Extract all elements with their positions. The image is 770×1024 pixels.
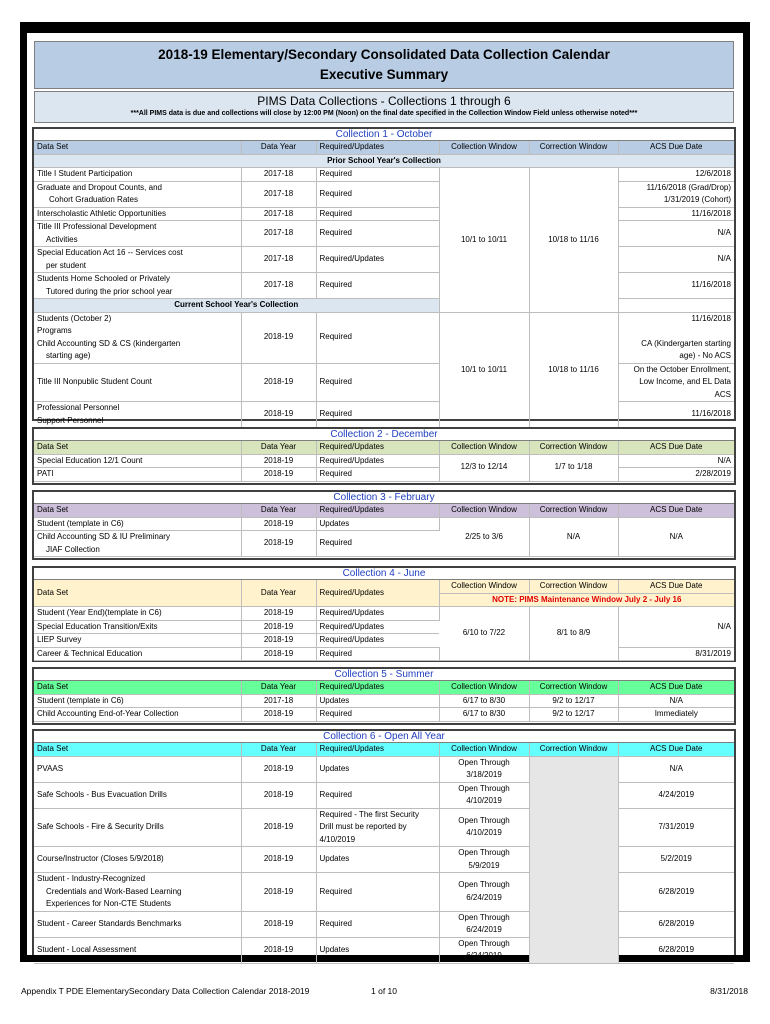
- table-header-row: Data Set Data Year Required/Updates Collection Window Correction Window ACS Due Date: [34, 743, 734, 756]
- table-header-row: Data Set Data Year Required/Updates Collection Window Correction Window ACS Due Date: [34, 681, 734, 694]
- collection-window: 6/10 to 7/22: [439, 607, 529, 661]
- header-data-year: Data Year: [241, 141, 316, 154]
- correction-window-shaded: [529, 756, 618, 963]
- pims-banner: [34, 91, 734, 123]
- table-header-row: [34, 141, 734, 154]
- table-row: Professional Personnel Support Personnel 2018-19 Required 11/16/2018: [34, 402, 734, 428]
- header-required: Required/Updates: [316, 141, 439, 154]
- header-correction-window: Correction Window: [529, 141, 618, 154]
- table-row: Interscholastic Athletic Opportunities 2017-18 Required 11/16/2018: [34, 207, 734, 221]
- collection-4-title: Collection 4 - June: [34, 568, 734, 580]
- table-row: Course/Instructor (Closes 5/9/2018) 2018-19 Updates Open Through 5/9/2019 5/2/2019: [34, 847, 734, 873]
- collection-3-title: Collection 3 - February: [34, 492, 734, 504]
- collection-1-table: [34, 141, 734, 428]
- header-data-set: Data Set: [34, 141, 241, 154]
- correction-window: 10/18 to 11/16: [529, 312, 618, 428]
- pims-heading: PIMS Data Collections - Collections 1 through 6: [257, 94, 511, 108]
- collection-6-title: Collection 6 - Open All Year: [34, 731, 734, 743]
- table-row: Safe Schools - Fire & Security Drills 2018-19 Required - The first Security Drill must be reported by 4/10/2019 Open Through 4/10/2019 7/31/2019: [34, 808, 734, 847]
- collection-window: 2/25 to 3/6: [439, 517, 529, 557]
- collection-2-table: [34, 441, 734, 482]
- document-title: [34, 41, 734, 89]
- table-row: Career & Technical Education 2018-19 Required 8/31/2019: [34, 647, 734, 661]
- table-header-row: Data Set Data Year Required/Updates Collection Window Correction Window ACS Due Date: [34, 441, 734, 454]
- table-row: PATI 2018-19 Required 2/28/2019: [34, 468, 734, 482]
- table-row: Student - Local Assessment 2018-19 Updates Open Through 6/24/2019 6/28/2019: [34, 937, 734, 963]
- collection-1-title: Collection 1 - October: [34, 129, 734, 141]
- table-row: PVAAS 2018-19 Updates Open Through 3/18/2019 N/A: [34, 756, 734, 782]
- collection-4-section: [32, 566, 736, 662]
- table-header-row: Data Set Data Year Required/Updates Collection Window Correction Window ACS Due Date: [34, 580, 734, 593]
- header-collection-window: Collection Window: [439, 141, 529, 154]
- footer-page-number: 1 of 10: [371, 986, 397, 996]
- table-row: Title III Nonpublic Student Count 2018-19 Required On the October Enrollment, Low Income, and EL Data ACS: [34, 363, 734, 402]
- collection-3-section: [32, 490, 736, 560]
- current-year-subheader: Current School Year's Collection: [34, 299, 439, 313]
- correction-window: 1/7 to 1/18: [529, 454, 618, 481]
- collection-3-table: [34, 504, 734, 557]
- collection-2-title: Collection 2 - December: [34, 429, 734, 441]
- table-header-row: Data Set Data Year Required/Updates Collection Window Correction Window ACS Due Date: [34, 504, 734, 517]
- header-acs: ACS Due Date: [618, 141, 734, 154]
- collection-5-section: [32, 667, 736, 725]
- title-line-1: 2018-19 Elementary/Secondary Consolidated Data Collection Calendar: [158, 47, 610, 62]
- collection-window: 12/3 to 12/14: [439, 454, 529, 481]
- table-row: Special Education 12/1 Count 2018-19 Required/Updates 12/3 to 12/14 1/7 to 1/18 N/A: [34, 454, 734, 468]
- table-row: Student (template in C6) 2018-19 Updates 2/25 to 3/6 N/A N/A: [34, 517, 734, 531]
- collection-5-title: Collection 5 - Summer: [34, 669, 734, 681]
- collection-4-table: [34, 580, 734, 661]
- maintenance-note: NOTE: PIMS Maintenance Window July 2 - July 16: [439, 593, 734, 607]
- collection-window: 10/1 to 10/11: [439, 312, 529, 428]
- correction-window: 10/18 to 11/16: [529, 168, 618, 313]
- table-row: Special Education Act 16 -- Services cost per student 2017-18 Required/Updates N/A: [34, 247, 734, 273]
- table-row: Special Education Transition/Exits 2018-19 Required/Updates: [34, 620, 734, 634]
- collection-6-table: [34, 743, 734, 964]
- footer-date: 8/31/2018: [710, 986, 748, 996]
- table-row: Graduate and Dropout Counts, and Cohort Graduation Rates 2017-18 Required 11/16/2018 (Grad/Drop) 1/31/2019 (Cohort): [34, 181, 734, 207]
- table-row: Students Home Schooled or Privately Tutored during the prior school year 2017-18 Required 11/16/2018: [34, 273, 734, 299]
- table-row: Title I Student Participation 2017-18 Required 10/1 to 10/11 10/18 to 11/16 12/6/2018: [34, 168, 734, 182]
- correction-window: 8/1 to 8/9: [529, 607, 618, 661]
- table-row: Students (October 2) Programs Child Accounting SD & CS (kindergarten starting age) 2018-19 Required 10/1 to 10/11 10/18 to 11/16 11/16/2018 CA (Kindergarten starting age) - No ACS: [34, 312, 734, 363]
- collection-1-section: [32, 127, 736, 425]
- table-row: Student - Industry-Recognized Credentials and Work-Based Learning Experiences for Non-CTE Students 2018-19 Required Open Through 6/24/2019 6/28/2019: [34, 873, 734, 912]
- footer-left: Appendix T PDE ElementarySecondary Data Collection Calendar 2018-2019: [21, 986, 310, 996]
- table-row: Title III Professional Development Activities 2017-18 Required N/A: [34, 221, 734, 247]
- table-row: LIEP Survey 2018-19 Required/Updates: [34, 634, 734, 648]
- table-row: Student (Year End)(template in C6) 2018-19 Required/Updates 6/10 to 7/22 8/1 to 8/9 N/A: [34, 607, 734, 621]
- title-line-2: Executive Summary: [319, 67, 449, 82]
- collection-2-section: [32, 427, 736, 485]
- collection-window: 10/1 to 10/11: [439, 168, 529, 313]
- table-row: Student (template in C6) 2017-18 Updates 6/17 to 8/30 9/2 to 12/17 N/A: [34, 694, 734, 708]
- table-row: Student - Career Standards Benchmarks 2018-19 Required Open Through 6/24/2019 6/28/2019: [34, 911, 734, 937]
- prior-year-subheader: Prior School Year's Collection: [34, 154, 734, 168]
- table-row: Child Accounting SD & IU Preliminary JIAF Collection 2018-19 Required: [34, 531, 734, 557]
- table-row: Safe Schools - Bus Evacuation Drills 2018-19 Required Open Through 4/10/2019 4/24/2019: [34, 782, 734, 808]
- correction-window: N/A: [529, 517, 618, 557]
- document-page: [27, 33, 743, 960]
- collection-6-section: [32, 729, 736, 960]
- collection-5-table: [34, 681, 734, 722]
- pims-note: ***All PIMS data is due and collections will close by 12:00 PM (Noon) on the final date specified in the Collection Window Field unless otherwise noted***: [130, 110, 638, 117]
- table-row: Child Accounting End-of-Year Collection 2018-19 Required 6/17 to 8/30 9/2 to 12/17 Immediately: [34, 708, 734, 722]
